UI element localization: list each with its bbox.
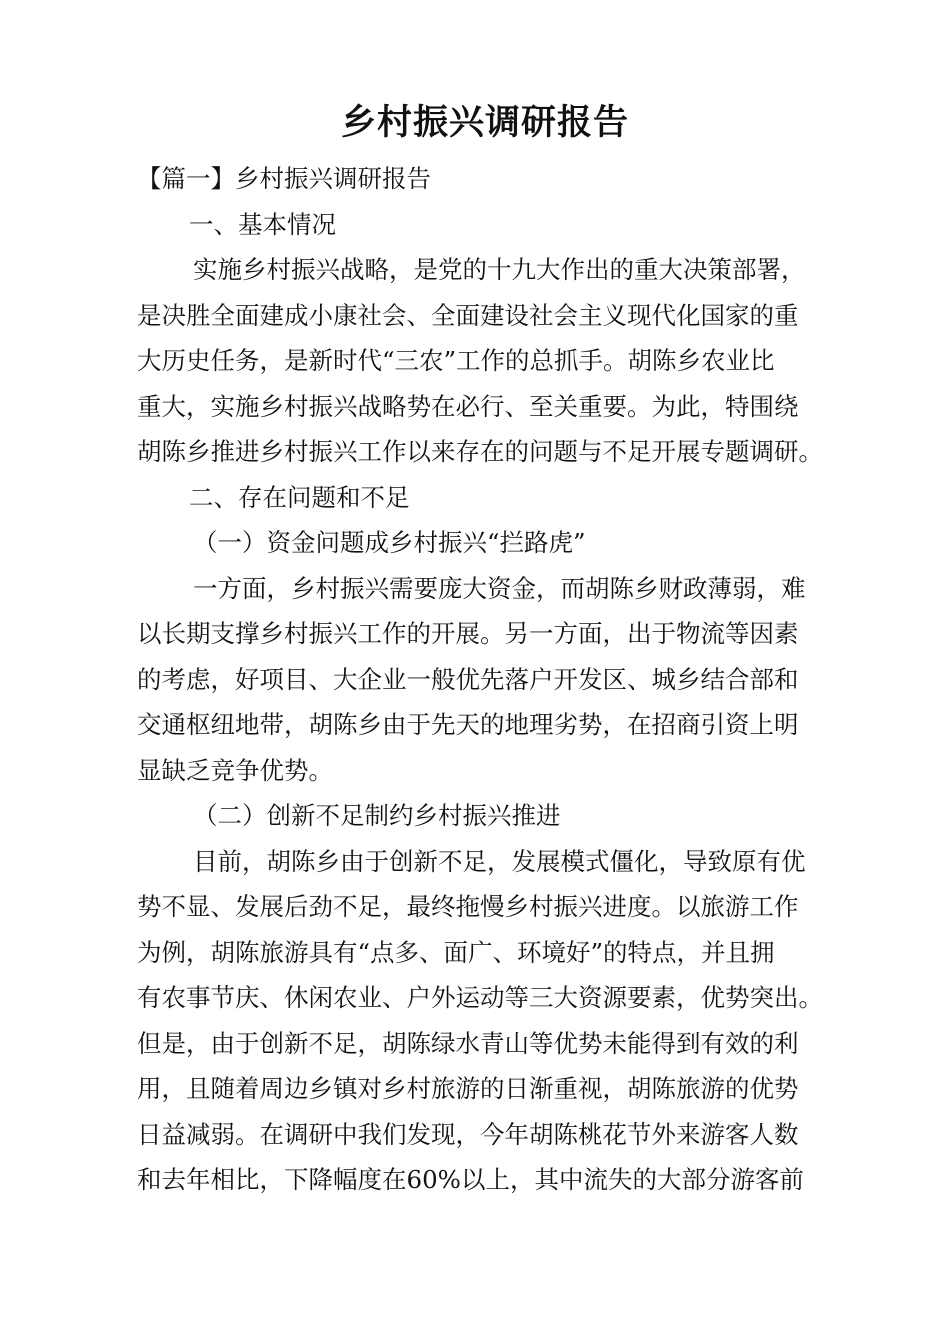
paragraph-line: 有农事节庆、休闲农业、户外运动等三大资源要素，优势突出。: [137, 983, 823, 1012]
paragraph-line: 胡陈乡推进乡村振兴工作以来存在的问题与不足开展专题调研。: [137, 437, 823, 466]
section-heading: 【篇一】乡村振兴调研报告: [137, 164, 431, 193]
paragraph-line: 用，且随着周边乡镇对乡村旅游的日渐重视，胡陈旅游的优势: [137, 1074, 799, 1103]
paragraph-line: 显缺乏竞争优势。: [137, 755, 333, 785]
subsection-heading: （一）资金问题成乡村振兴“拦路虎”: [193, 528, 586, 557]
paragraph-line: 一方面，乡村振兴需要庞大资金，而胡陈乡财政薄弱，难: [193, 573, 806, 603]
document-title: 乡村振兴调研报告: [340, 103, 629, 143]
paragraph-line: 和去年相比，下降幅度在60%以上，其中流失的大部分游客前: [137, 1165, 804, 1194]
paragraph-line: 交通枢纽地带，胡陈乡由于先天的地理劣势，在招商引资上明: [137, 710, 799, 739]
paragraph-line: 大历史任务，是新时代“三农”工作的总抓手。胡陈乡农业比: [137, 346, 775, 375]
paragraph-line: 的考虑，好项目、大企业一般优先落户开发区、城乡结合部和: [137, 664, 799, 694]
document-body: [137, 156, 837, 1203]
paragraph-line: 为例，胡陈旅游具有“点多、面广、环境好”的特点，并且拥: [137, 937, 775, 967]
paragraph-line: 日益减弱。在调研中我们发现，今年胡陈桃花节外来游客人数: [137, 1119, 799, 1149]
paragraph-line: 实施乡村振兴战略，是党的十九大作出的重大决策部署，: [193, 255, 806, 284]
subsection-heading: 二、存在问题和不足: [189, 482, 410, 512]
paragraph-line: 重大，实施乡村振兴战略势在必行、至关重要。为此，特围绕: [137, 391, 799, 421]
subsection-heading: 一、基本情况: [189, 209, 336, 239]
subsection-heading: （二）创新不足制约乡村振兴推进: [193, 801, 561, 830]
paragraph-line: 目前，胡陈乡由于创新不足，发展模式僵化，导致原有优: [193, 846, 806, 876]
paragraph-line: 是决胜全面建成小康社会、全面建设社会主义现代化国家的重: [137, 300, 799, 330]
paragraph-line: 势不显、发展后劲不足，最终拖慢乡村振兴进度。以旅游工作: [137, 892, 799, 921]
paragraph-line: 以长期支撑乡村振兴工作的开展。另一方面，出于物流等因素: [137, 619, 799, 648]
paragraph-line: 但是，由于创新不足，胡陈绿水青山等优势未能得到有效的利: [137, 1028, 799, 1058]
